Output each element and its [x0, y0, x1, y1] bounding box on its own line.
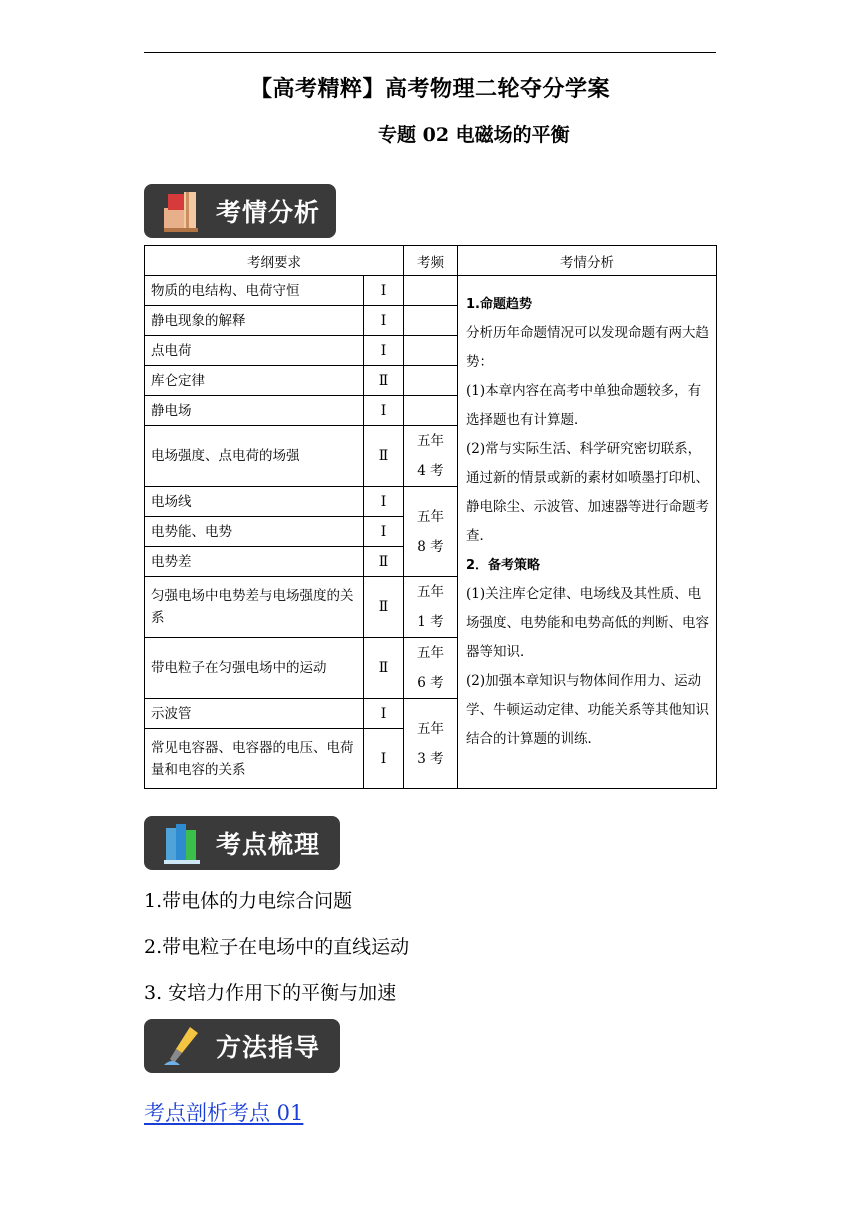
books-stack-icon — [160, 188, 206, 234]
frequency-years: 五年 — [417, 433, 444, 449]
frequency-years: 五年 — [417, 508, 444, 525]
frequency-count: 4 考 — [417, 463, 444, 479]
frequency-cell — [404, 638, 458, 699]
exam-analysis-table — [144, 245, 717, 789]
analysis-text: (2)加强本章知识与物体间作用力、运动学、牛顿运动定律、功能关系等其他知识结合的计算题的训练． — [466, 673, 709, 747]
frequency-cell — [404, 426, 458, 487]
requirement-cell: 带电粒子在匀强电场中的运动 — [145, 638, 364, 699]
analysis-text: 分析历年命题情况可以发现命题有两大趋势： — [466, 325, 709, 370]
analysis-text: (1)本章内容在高考中单独命题较多，有选择题也有计算题． — [466, 383, 702, 428]
section-banner-method-guide — [144, 1019, 340, 1073]
requirement-cell: 静电现象的解释 — [145, 306, 364, 336]
level-cell: Ⅰ — [364, 396, 404, 426]
section-banner-exam-analysis — [144, 184, 336, 238]
level-cell: Ⅱ — [364, 638, 404, 699]
frequency-cell — [404, 276, 458, 306]
frequency-years: 五年 — [417, 584, 444, 600]
analysis-text: (1)关注库仑定律、电场线及其性质、电场强度、电势能和电势高低的判断、电容器等知识． — [466, 586, 709, 660]
level-cell: Ⅰ — [364, 306, 404, 336]
frequency-count: 3 考 — [417, 750, 444, 767]
requirement-cell: 示波管 — [145, 699, 364, 729]
requirement-cell: 点电荷 — [145, 336, 364, 366]
frequency-cell — [404, 336, 458, 366]
frequency-count: 1 考 — [417, 614, 444, 630]
key-point-item: 1.带电体的力电综合问题 — [144, 890, 353, 912]
level-cell: Ⅱ — [364, 366, 404, 396]
brush-ink-icon — [160, 1023, 206, 1069]
frequency-count: 6 考 — [417, 675, 444, 691]
level-cell: Ⅱ — [364, 547, 404, 577]
frequency-count: 8 考 — [417, 538, 444, 555]
frequency-cell — [404, 306, 458, 336]
frequency-cell — [404, 366, 458, 396]
analysis-text: (2)常与实际生活、科学研究密切联系，通过新的情景或新的素材如喷墨打印机、静电除尘、示波管、加速器等进行命题考查． — [466, 441, 709, 544]
section-title: 考点梳理 — [216, 830, 321, 859]
key-point-item: 2.带电粒子在电场中的直线运动 — [144, 936, 410, 958]
level-cell: Ⅱ — [364, 577, 404, 638]
analysis-heading: 2．备考策略 — [466, 558, 541, 573]
level-cell: Ⅰ — [364, 487, 404, 517]
key-point-item: 3. 安培力作用下的平衡与加速 — [144, 982, 397, 1004]
analysis-heading: 1.命题趋势 — [466, 297, 532, 312]
page-subtitle: 专题 02 电磁场的平衡 — [378, 124, 570, 146]
requirement-cell: 电势差 — [145, 547, 364, 577]
topic-analysis-link[interactable]: 考点剖析考点 01 — [144, 1101, 304, 1125]
analysis-cell — [458, 276, 717, 789]
frequency-cell — [404, 396, 458, 426]
frequency-cell — [404, 577, 458, 638]
level-cell: Ⅰ — [364, 699, 404, 729]
header-rule — [144, 52, 716, 53]
table-header: 考频 — [404, 246, 458, 276]
level-cell: Ⅰ — [364, 336, 404, 366]
level-cell: Ⅰ — [364, 276, 404, 306]
table-header: 考情分析 — [458, 246, 717, 276]
requirement-cell: 库仑定律 — [145, 366, 364, 396]
level-cell: Ⅰ — [364, 517, 404, 547]
requirement-cell: 电场线 — [145, 487, 364, 517]
requirement-cell: 匀强电场中电势差与电场强度的关系 — [145, 577, 364, 638]
requirement-cell: 静电场 — [145, 396, 364, 426]
frequency-years: 五年 — [417, 645, 444, 661]
requirement-cell: 物质的电结构、电荷守恒 — [145, 276, 364, 306]
section-banner-key-points — [144, 816, 340, 870]
requirement-cell: 常见电容器、电容器的电压、电荷量和电容的关系 — [145, 729, 364, 789]
section-title: 方法指导 — [216, 1033, 321, 1062]
section-title: 考情分析 — [216, 198, 321, 227]
table-header: 考纲要求 — [145, 246, 404, 276]
level-cell: Ⅱ — [364, 426, 404, 487]
requirement-cell: 电势能、电势 — [145, 517, 364, 547]
level-cell: Ⅰ — [364, 729, 404, 789]
green-books-icon — [160, 820, 206, 866]
frequency-cell — [404, 699, 458, 789]
requirement-cell: 电场强度、点电荷的场强 — [145, 426, 364, 487]
page-title: 【高考精粹】高考物理二轮夺分学案 — [249, 76, 610, 102]
frequency-cell — [404, 487, 458, 577]
frequency-years: 五年 — [417, 720, 444, 737]
